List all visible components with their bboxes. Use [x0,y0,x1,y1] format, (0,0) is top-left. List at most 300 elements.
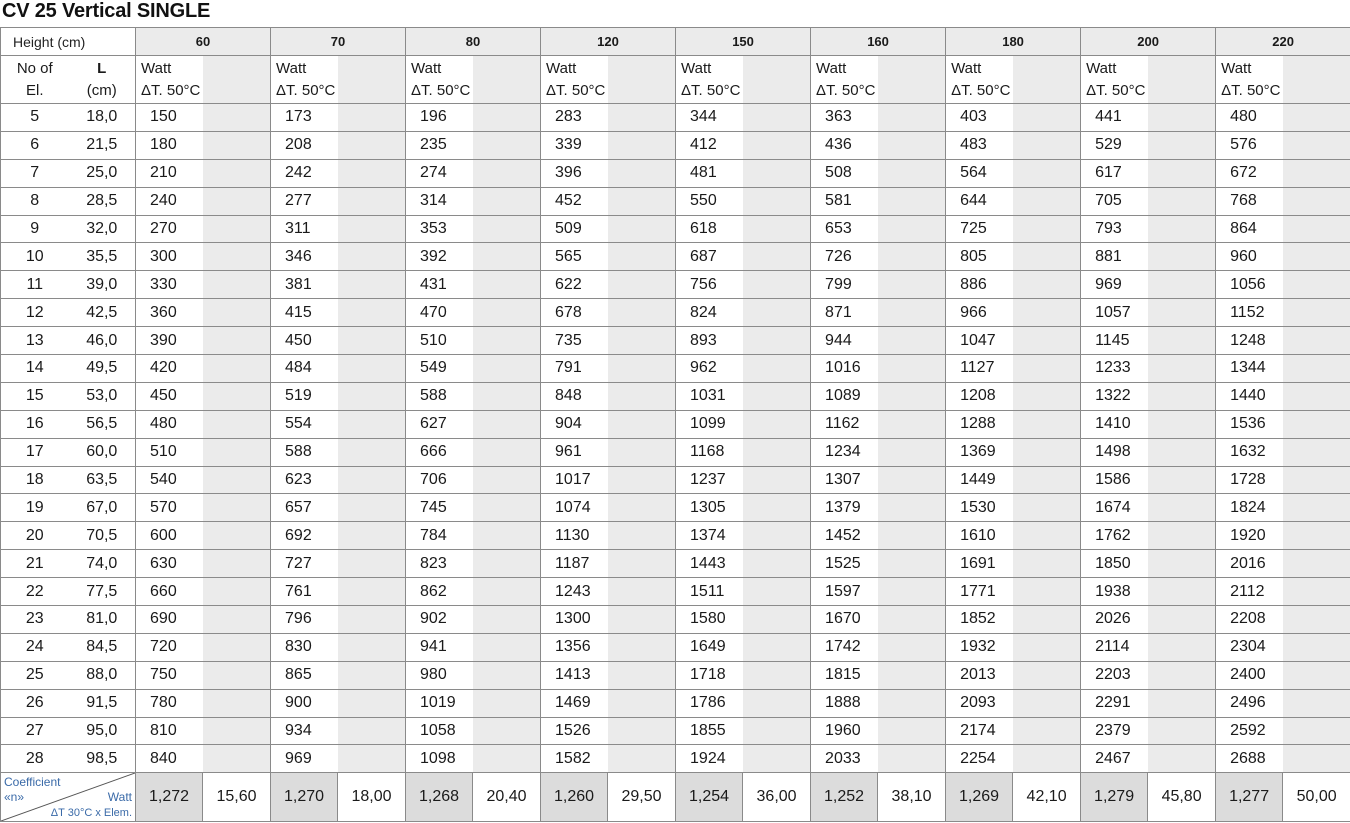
gap-cell [608,438,676,466]
gap-cell [473,187,541,215]
subheader-row [1,56,1350,104]
watt-value-cell: 450 [136,382,203,410]
watt-value-cell: 784 [406,522,473,550]
watt-value-cell: 564 [946,159,1013,187]
gap-cell [338,689,406,717]
length-cell: 88,0 [69,661,136,689]
gap-cell [878,104,946,132]
watt-value-cell: 1960 [811,717,878,745]
watt-value-cell: 390 [136,327,203,355]
watt-value-cell: 353 [406,215,473,243]
watt-value-cell: 2174 [946,717,1013,745]
watt-value-cell: 481 [676,159,743,187]
gap-cell [878,578,946,606]
coefficient-watt-cell: 45,80 [1148,773,1216,822]
delta-t-label: ΔT. 50°C [816,81,876,99]
gap-cell [473,159,541,187]
watt-value-cell: 339 [541,131,608,159]
watt-value-cell: 277 [271,187,338,215]
gap-cell [743,104,811,132]
watt-value-cell: 1187 [541,550,608,578]
gap-cell [1013,299,1081,327]
gap-cell [1013,382,1081,410]
gap-cell [608,299,676,327]
watt-value-cell: 1674 [1081,494,1148,522]
height-header-cell: 220 [1216,28,1350,56]
watt-value-cell: 2112 [1216,578,1283,606]
watt-value-cell: 810 [136,717,203,745]
gap-cell [203,745,271,773]
gap-cell [878,661,946,689]
watt-value-cell: 2496 [1216,689,1283,717]
gap-cell [878,187,946,215]
watt-value-cell: 1525 [811,550,878,578]
table-row [1,578,1350,606]
length-cell: 56,5 [69,410,136,438]
coefficient-n-cell: 1,277 [1216,773,1283,822]
gap-cell [878,355,946,383]
table-row [1,438,1350,466]
watt-value-cell: 2033 [811,745,878,773]
gap-cell [878,466,946,494]
elements-cell: 18 [1,466,69,494]
elements-cell: 9 [1,215,69,243]
coefficient-watt-cell: 18,00 [338,773,406,822]
gap-cell [473,578,541,606]
length-cell: 42,5 [69,299,136,327]
gap-cell [608,717,676,745]
gap-cell [338,606,406,634]
watt-value-cell: 396 [541,159,608,187]
gap-cell [608,550,676,578]
length-cell: 77,5 [69,578,136,606]
watt-value-cell: 1440 [1216,382,1283,410]
gap-cell [878,327,946,355]
elements-cell: 10 [1,243,69,271]
length-cell: 98,5 [69,745,136,773]
gap-cell [743,578,811,606]
watt-value-cell: 840 [136,745,203,773]
gap-cell [1283,187,1350,215]
gap-cell [1013,606,1081,634]
gap-cell [338,550,406,578]
elements-cell: 14 [1,355,69,383]
watt-value-cell: 824 [676,299,743,327]
watt-value-cell: 864 [1216,215,1283,243]
coefficient-watt-label: Watt [107,790,133,805]
gap-cell [1013,466,1081,494]
gap-cell [608,494,676,522]
gap-cell [338,243,406,271]
watt-value-cell: 687 [676,243,743,271]
watt-value-cell: 618 [676,215,743,243]
watt-value-cell: 793 [1081,215,1148,243]
length-cell: 25,0 [69,159,136,187]
gap-cell [473,104,541,132]
watt-value-cell: 2026 [1081,606,1148,634]
gap-cell [203,131,271,159]
gap-cell [1148,327,1216,355]
gap-cell [1148,661,1216,689]
length-cell: 39,0 [69,271,136,299]
length-cell: 53,0 [69,382,136,410]
gap-cell [1148,466,1216,494]
gap-cell [1148,689,1216,717]
gap-cell [203,522,271,550]
gap-cell [743,550,811,578]
table-row [1,382,1350,410]
gap-cell [473,131,541,159]
watt-value-cell: 830 [271,633,338,661]
elements-cell: 7 [1,159,69,187]
watt-value-cell: 2291 [1081,689,1148,717]
gap-cell [878,131,946,159]
gap-cell [1283,299,1350,327]
watt-value-cell: 363 [811,104,878,132]
watt-value-cell: 300 [136,243,203,271]
gap-cell [473,355,541,383]
gap-cell [338,717,406,745]
watt-value-cell: 1580 [676,606,743,634]
watt-value-cell: 2688 [1216,745,1283,773]
gap-cell [1283,104,1350,132]
watt-label: Watt [951,59,982,77]
table-row [1,215,1350,243]
watt-value-cell: 805 [946,243,1013,271]
gap-cell [878,271,946,299]
watt-label: Watt [141,59,172,77]
watt-value-cell: 1718 [676,661,743,689]
watt-value-cell: 862 [406,578,473,606]
watt-value-cell: 823 [406,550,473,578]
watt-value-cell: 1369 [946,438,1013,466]
delta-t-label: ΔT. 50°C [276,81,336,99]
gap-cell [203,606,271,634]
gap-cell [1013,438,1081,466]
watt-value-cell: 1356 [541,633,608,661]
watt-value-cell: 415 [271,299,338,327]
table-row [1,550,1350,578]
gap-cell [1148,578,1216,606]
watt-value-cell: 1248 [1216,327,1283,355]
watt-value-cell: 2016 [1216,550,1283,578]
watt-value-cell: 452 [541,187,608,215]
gap-cell [1013,522,1081,550]
no-of-el-line1: No of [16,59,53,77]
gap-cell [473,606,541,634]
watt-value-cell: 761 [271,578,338,606]
gap-cell [1013,215,1081,243]
gap-cell [203,299,271,327]
gap-cell [473,438,541,466]
table-row [1,494,1350,522]
watt-value-cell: 484 [271,355,338,383]
table-row [1,410,1350,438]
gap-cell [608,159,676,187]
gap-cell [338,355,406,383]
gap-cell [203,215,271,243]
gap-cell [608,243,676,271]
gap-cell [878,410,946,438]
gap-cell [203,438,271,466]
watt-header [676,56,743,104]
coefficient-row [1,773,1350,822]
gap-cell [878,159,946,187]
elements-cell: 16 [1,410,69,438]
gap-cell [1148,745,1216,773]
gap-cell [1283,243,1350,271]
watt-value-cell: 480 [136,410,203,438]
watt-label: Watt [276,59,307,77]
gap-cell [743,159,811,187]
watt-value-cell: 1413 [541,661,608,689]
watt-value-cell: 653 [811,215,878,243]
gap-cell [608,271,676,299]
gap-cell [608,606,676,634]
table-row [1,104,1350,132]
watt-value-cell: 1074 [541,494,608,522]
gap-cell [203,243,271,271]
gap-cell [608,661,676,689]
watt-value-cell: 1305 [676,494,743,522]
watt-value-cell: 1208 [946,382,1013,410]
gap-cell [338,159,406,187]
watt-value-cell: 900 [271,689,338,717]
gap-cell [1283,438,1350,466]
length-cell: 81,0 [69,606,136,634]
elements-cell: 22 [1,578,69,606]
gap-cell [743,410,811,438]
watt-value-cell: 627 [406,410,473,438]
watt-value-cell: 791 [541,355,608,383]
watt-value-cell: 1498 [1081,438,1148,466]
table-row [1,522,1350,550]
watt-value-cell: 436 [811,131,878,159]
watt-value-cell: 1017 [541,466,608,494]
gap-cell [878,717,946,745]
gap-cell [1013,717,1081,745]
watt-value-cell: 180 [136,131,203,159]
watt-value-cell: 941 [406,633,473,661]
watt-value-cell: 392 [406,243,473,271]
watt-value-cell: 1938 [1081,578,1148,606]
coefficient-n-label: «n» [4,790,25,805]
watt-value-cell: 2304 [1216,633,1283,661]
gap-cell [203,410,271,438]
coefficient-n-cell: 1,268 [406,773,473,822]
watt-value-cell: 1300 [541,606,608,634]
gap-cell [338,104,406,132]
gap-cell [1148,131,1216,159]
gap-cell [338,327,406,355]
gap-cell [203,466,271,494]
watt-value-cell: 1786 [676,689,743,717]
watt-value-cell: 902 [406,606,473,634]
watt-value-cell: 1130 [541,522,608,550]
coefficient-n-cell: 1,254 [676,773,743,822]
gap-cell [608,578,676,606]
watt-value-cell: 657 [271,494,338,522]
gap-cell [878,494,946,522]
watt-value-cell: 622 [541,271,608,299]
gap-cell [338,438,406,466]
watt-value-cell: 1099 [676,410,743,438]
output-table [0,27,1350,822]
coefficient-watt-cell: 36,00 [743,773,811,822]
watt-value-cell: 1530 [946,494,1013,522]
watt-value-cell: 540 [136,466,203,494]
gap-cell [608,522,676,550]
elements-cell: 8 [1,187,69,215]
watt-value-cell: 412 [676,131,743,159]
table-row [1,271,1350,299]
gap-cell [1283,606,1350,634]
gap-cell [1283,382,1350,410]
watt-header [1216,56,1283,104]
delta-t-label: ΔT. 50°C [951,81,1011,99]
watt-header [811,56,878,104]
watt-value-cell: 1852 [946,606,1013,634]
table-row [1,717,1350,745]
gap-cell [1283,327,1350,355]
length-label: L [97,59,107,77]
gap-cell [1013,661,1081,689]
gap-cell [1013,187,1081,215]
watt-value-cell: 799 [811,271,878,299]
coefficient-watt-cell: 50,00 [1283,773,1350,822]
watt-value-cell: 420 [136,355,203,383]
table-row [1,745,1350,773]
coefficient-delta-label: ΔT 30°C x Elem. [50,807,133,820]
watt-value-cell: 1047 [946,327,1013,355]
length-cell: 35,5 [69,243,136,271]
watt-value-cell: 1162 [811,410,878,438]
elements-cell: 21 [1,550,69,578]
gap-cell [743,689,811,717]
watt-value-cell: 1374 [676,522,743,550]
watt-value-cell: 617 [1081,159,1148,187]
gap-cell [608,466,676,494]
gap-cell [1283,745,1350,773]
gap-cell [1148,633,1216,661]
watt-header [406,56,473,104]
gap-cell [473,550,541,578]
watt-value-cell: 1016 [811,355,878,383]
gap-cell [203,689,271,717]
watt-value-cell: 480 [1216,104,1283,132]
watt-value-cell: 1850 [1081,550,1148,578]
gap-cell [338,466,406,494]
gap-cell [878,299,946,327]
gap-cell [1283,661,1350,689]
gap-cell [1283,494,1350,522]
watt-value-cell: 962 [676,355,743,383]
gap-cell [743,299,811,327]
gap-cell [1283,355,1350,383]
watt-value-cell: 581 [811,187,878,215]
watt-value-cell: 672 [1216,159,1283,187]
table-row [1,633,1350,661]
gap-cell [473,745,541,773]
gap-cell [338,578,406,606]
watt-value-cell: 600 [136,522,203,550]
watt-header [541,56,608,104]
gap-cell [473,466,541,494]
gap-cell [743,633,811,661]
delta-t-label: ΔT. 50°C [546,81,606,99]
watt-value-cell: 768 [1216,187,1283,215]
watt-value-cell: 1762 [1081,522,1148,550]
watt-value-cell: 2379 [1081,717,1148,745]
watt-value-cell: 780 [136,689,203,717]
watt-value-cell: 173 [271,104,338,132]
gap-cell [878,522,946,550]
table-row [1,466,1350,494]
watt-value-cell: 431 [406,271,473,299]
watt-value-cell: 519 [271,382,338,410]
watt-value-cell: 381 [271,271,338,299]
watt-value-cell: 934 [271,717,338,745]
watt-value-cell: 706 [406,466,473,494]
gap-cell [1013,104,1081,132]
length-cell: 74,0 [69,550,136,578]
watt-value-cell: 2114 [1081,633,1148,661]
watt-value-cell: 2093 [946,689,1013,717]
coefficient-watt-cell: 29,50 [608,773,676,822]
gap-cell [203,382,271,410]
gap-cell [1013,410,1081,438]
watt-value-cell: 2254 [946,745,1013,773]
height-header-cell: 120 [541,28,676,56]
watt-value-cell: 550 [676,187,743,215]
watt-value-cell: 725 [946,215,1013,243]
watt-value-cell: 510 [406,327,473,355]
gap-cell [1013,550,1081,578]
coefficient-n-cell: 1,279 [1081,773,1148,822]
elements-cell: 11 [1,271,69,299]
watt-value-cell: 403 [946,104,1013,132]
coefficient-label: Coefficient [4,775,61,790]
length-cell: 91,5 [69,689,136,717]
coefficient-n-cell: 1,252 [811,773,878,822]
watt-value-cell: 1019 [406,689,473,717]
watt-value-cell: 1469 [541,689,608,717]
watt-value-cell: 1410 [1081,410,1148,438]
gap-cell [1013,243,1081,271]
gap-cell [473,633,541,661]
gap-cell [1013,131,1081,159]
gap-cell [743,745,811,773]
watt-value-cell: 1288 [946,410,1013,438]
elements-cell: 27 [1,717,69,745]
gap-cell [473,689,541,717]
gap-cell [878,745,946,773]
height-header-cell: 180 [946,28,1081,56]
gap-cell [338,131,406,159]
watt-value-cell: 1168 [676,438,743,466]
gap-cell [203,633,271,661]
gap-cell [743,382,811,410]
length-unit: (cm) [86,81,117,99]
gap-cell [608,327,676,355]
gap-cell [878,215,946,243]
delta-t-label: ΔT. 50°C [1221,81,1281,99]
gap-cell [743,215,811,243]
watt-value-cell: 796 [271,606,338,634]
gap-cell [1283,717,1350,745]
watt-value-cell: 623 [271,466,338,494]
watt-label: Watt [681,59,712,77]
